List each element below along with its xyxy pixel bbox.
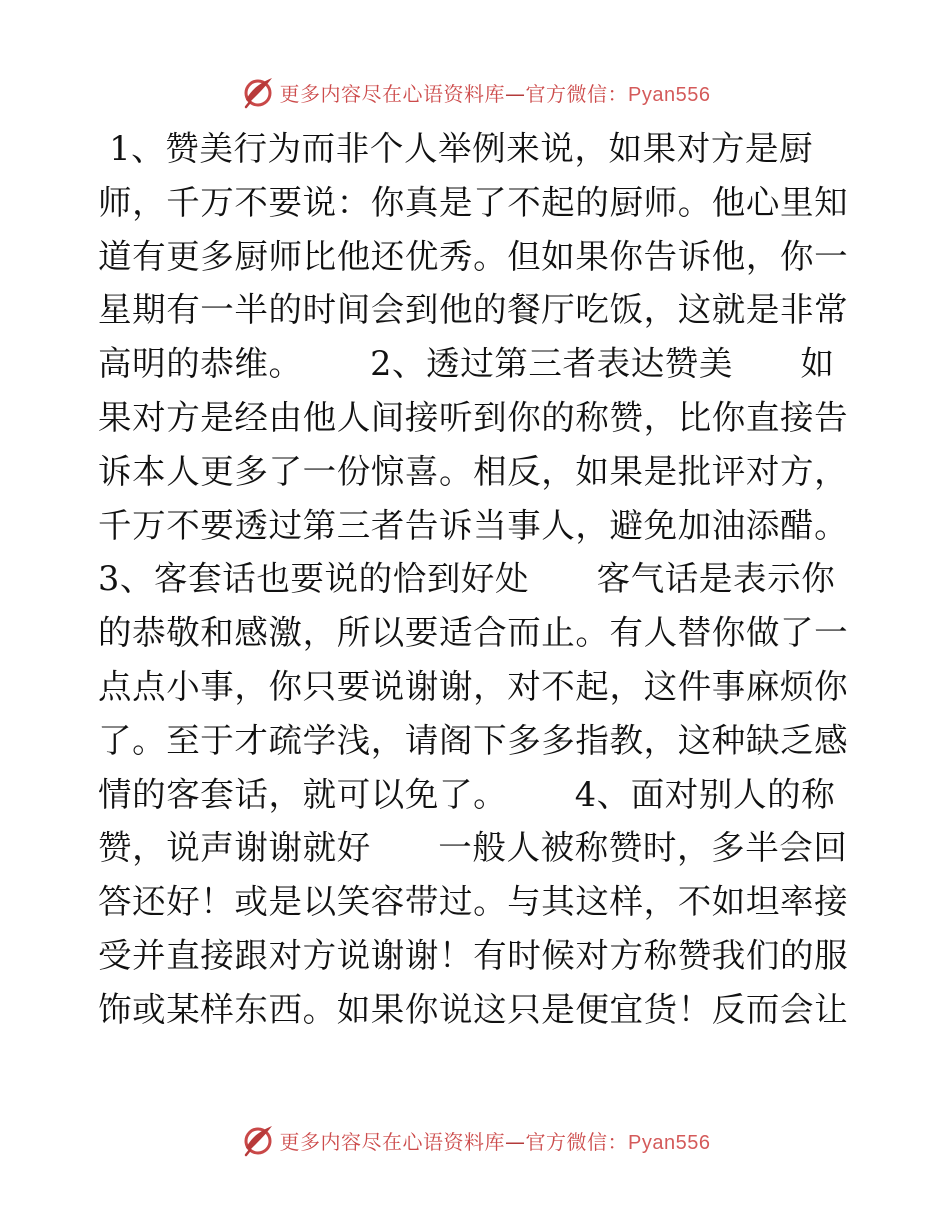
header-banner-main: 更多内容尽在心语资料库 xyxy=(279,81,506,106)
body-line: 答还好！或是以笑容带过。与其这样，不如坦率接 xyxy=(98,882,849,922)
footer-banner-separator: — xyxy=(505,1129,526,1154)
quill-ring-logo-icon xyxy=(240,1122,276,1158)
body-line: 点点小事，你只要说谢谢，对不起，这件事麻烦你 xyxy=(98,666,849,706)
header-banner-separator: — xyxy=(505,81,526,106)
body-line: 师，千万不要说：你真是了不起的厨师。他心里知 xyxy=(98,182,849,222)
body-line: 1、赞美行为而非个人举例来说，如果对方是厨 xyxy=(98,129,814,168)
footer-banner-main: 更多内容尽在心语资料库 xyxy=(279,1129,506,1154)
body-line: 诉本人更多了一份惊喜。相反，如果是批评对方， xyxy=(98,451,849,491)
body-line: 高明的恭维。 2、透过第三者表达赞美 如 xyxy=(98,344,835,384)
footer-banner xyxy=(0,1120,950,1160)
body-line: 的恭敬和感激，所以要适合而止。有人替你做了一 xyxy=(98,613,849,653)
body-line: 饰或某样东西。如果你说这只是便宜货！反而会让 xyxy=(98,989,849,1029)
body-line: 了。至于才疏学浅，请阁下多多指教，这种缺乏感 xyxy=(98,720,849,760)
footer-banner-text xyxy=(280,1126,711,1155)
footer-banner-wechat-label: 官方微信： xyxy=(525,1129,629,1154)
body-line: 受并直接跟对方说谢谢！有时候对方称赞我们的服 xyxy=(98,935,849,975)
body-line: 赞，说声谢谢就好 一般人被称赞时，多半会回 xyxy=(98,828,848,868)
body-line: 千万不要透过第三者告诉当事人，避免加油添醋。 xyxy=(98,505,849,545)
header-banner-handle: Pyan556 xyxy=(628,83,711,106)
body-line: 星期有一半的时间会到他的餐厅吃饭，这就是非常 xyxy=(98,290,849,330)
header-banner xyxy=(0,72,950,112)
body-line: 3、客套话也要说的恰到好处 客气话是表示你 xyxy=(98,559,836,599)
footer-banner-handle: Pyan556 xyxy=(628,1131,711,1154)
header-banner-wechat-label: 官方微信： xyxy=(525,81,629,106)
header-banner-text xyxy=(280,78,711,107)
body-line: 果对方是经由他人间接听到你的称赞，比你直接告 xyxy=(98,397,849,437)
document-body xyxy=(98,122,858,1037)
quill-ring-logo-icon xyxy=(240,74,276,110)
body-line: 道有更多厨师比他还优秀。但如果你告诉他，你一 xyxy=(98,236,849,276)
body-line: 情的客套话，就可以免了。 4、面对别人的称 xyxy=(98,774,836,814)
